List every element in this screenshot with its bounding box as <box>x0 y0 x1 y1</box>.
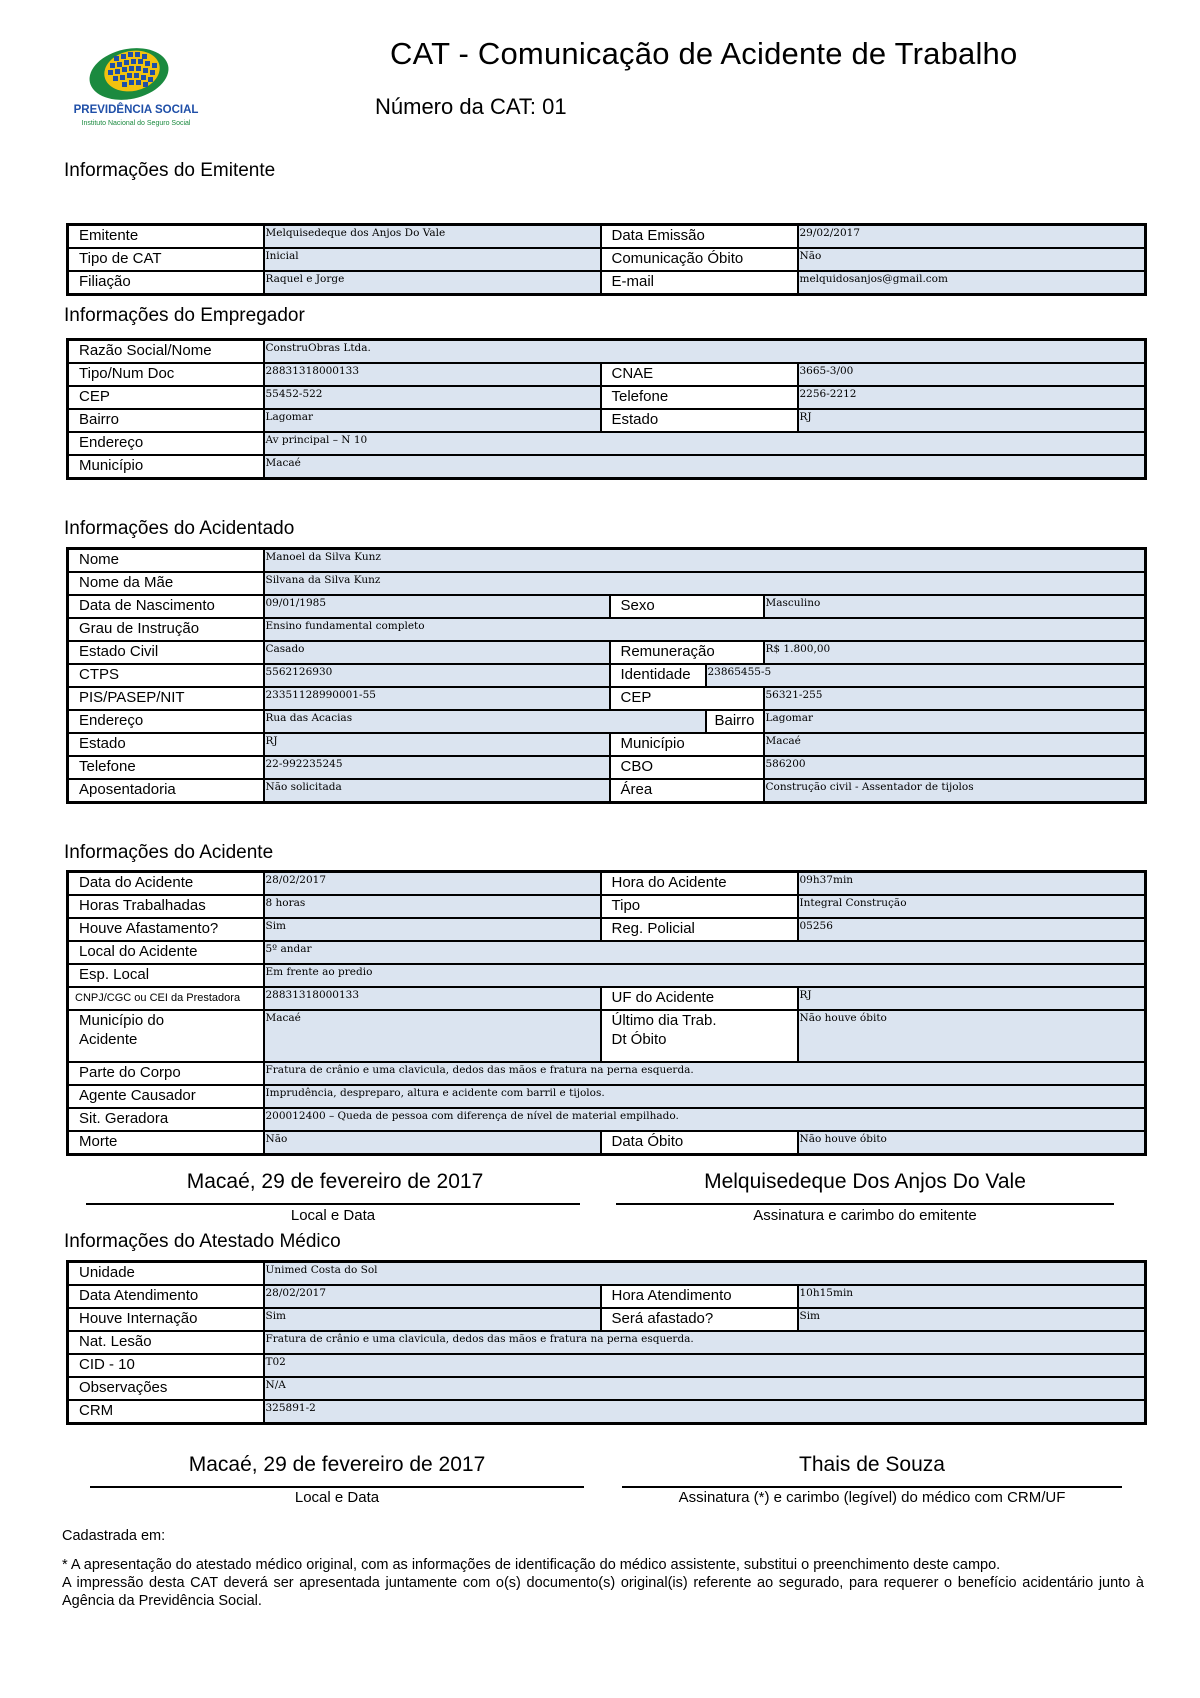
section-acidentado-title: Informações do Acidentado <box>64 518 295 539</box>
table-row: Sit. Geradora 200012400 – Queda de pessoa com diferença de nível de material empilhado. <box>68 1108 1146 1131</box>
local-data-emitente: Macaé, 29 de fevereiro de 2017 <box>186 1170 484 1193</box>
table-row: Houve Afastamento? Sim Reg. Policial 05256 <box>68 918 1146 941</box>
emitente-table <box>66 223 1147 296</box>
emitente-signature-label: Assinatura e carimbo do emitente <box>753 1207 977 1224</box>
table-row: Endereço Av principal – N 10 <box>68 432 1146 455</box>
table-row: Local do Acidente 5º andar <box>68 941 1146 964</box>
table-row: Esp. Local Em frente ao predio <box>68 964 1146 987</box>
table-row: Nome Manoel da Silva Kunz <box>68 549 1146 573</box>
atestado-table <box>66 1260 1147 1425</box>
table-row: Aposentadoria Não solicitada Área Construção civil - Assentador de tijolos <box>68 779 1146 803</box>
table-row: Endereço Rua das Acacias Bairro Lagomar <box>68 710 1146 733</box>
medico-name: Thais de Souza <box>799 1453 945 1476</box>
local-data-label: Local e Data <box>290 1207 376 1224</box>
table-row: Emitente Melquisedeque dos Anjos Do Vale Data Emissão 29/02/2017 <box>68 225 1146 249</box>
section-acidente-title: Informações do Acidente <box>64 842 274 863</box>
table-row: Tipo de CAT Inicial Comunicação Óbito Não <box>68 248 1146 271</box>
signature-line <box>616 1203 1114 1205</box>
signature-line <box>622 1486 1122 1488</box>
table-row: Estado Civil Casado Remuneração R$ 1.800,00 <box>68 641 1146 664</box>
table-row: Tipo/Num Doc 28831318000133 CNAE 3665-3/00 <box>68 363 1146 386</box>
signature-line <box>90 1486 584 1488</box>
table-row: Nat. Lesão Fratura de crânio e uma clavicula, dedos das mãos e fratura na perna esquerda. <box>68 1331 1146 1354</box>
section-atestado-title: Informações do Atestado Médico <box>64 1231 341 1252</box>
local-data-label: Local e Data <box>294 1489 380 1506</box>
table-row: Horas Trabalhadas 8 horas Tipo Integral Construção <box>68 895 1146 918</box>
table-row: Telefone 22-992235245 CBO 586200 <box>68 756 1146 779</box>
table-row: Houve Internação Sim Será afastado? Sim <box>68 1308 1146 1331</box>
table-row: Data do Acidente 28/02/2017 Hora do Acidente 09h37min <box>68 872 1146 896</box>
table-row: Unidade Unimed Costa do Sol <box>68 1262 1146 1286</box>
previdencia-social-logo <box>66 44 206 134</box>
table-row: Razão Social/Nome ConstruObras Ltda. <box>68 340 1146 364</box>
signature-line <box>86 1203 580 1205</box>
medico-signature-label: Assinatura (*) e carimbo (legível) do médico com CRM/UF <box>678 1489 1066 1506</box>
footnote-aviso: A impressão desta CAT deverá ser apresentada juntamente com o(s) documento(s) original(is) referente ao segurado, para requerer o benefício acidentário junto à Agência da Previdência Social. <box>62 1575 1144 1609</box>
table-row: Filiação Raquel e Jorge E-mail melquidosanjos@gmail.com <box>68 271 1146 295</box>
table-row: CID - 10 T02 <box>68 1354 1146 1377</box>
table-row: Nome da Mãe Silvana da Silva Kunz <box>68 572 1146 595</box>
table-row: Parte do Corpo Fratura de crânio e uma clavicula, dedos das mãos e fratura na perna esquerda. <box>68 1062 1146 1085</box>
section-emitente-title: Informações do Emitente <box>64 160 276 181</box>
local-data-medico: Macaé, 29 de fevereiro de 2017 <box>188 1453 486 1476</box>
table-row: Bairro Lagomar Estado RJ <box>68 409 1146 432</box>
table-row: PIS/PASEP/NIT 23351128990001-55 CEP 56321-255 <box>68 687 1146 710</box>
empregador-table <box>66 338 1147 480</box>
table-row: Morte Não Data Óbito Não houve óbito <box>68 1131 1146 1155</box>
section-empregador-title: Informações do Empregador <box>64 305 305 326</box>
footnote-atestado: * A apresentação do atestado médico original, com as informações de identificação do médico assistente, substitui o preenchimento deste campo. <box>62 1557 1001 1573</box>
svg-text:Instituto Nacional do Seguro S: Instituto Nacional do Seguro Social <box>81 120 191 127</box>
page-title: CAT - Comunicação de Acidente de Trabalho <box>390 36 1018 71</box>
table-row: Grau de Instrução Ensino fundamental completo <box>68 618 1146 641</box>
cat-number: Número da CAT: 01 <box>375 94 567 119</box>
table-row: Município Macaé <box>68 455 1146 479</box>
table-row: Data de Nascimento 09/01/1985 Sexo Masculino <box>68 595 1146 618</box>
acidente-table <box>66 870 1147 1156</box>
svg-text:PREVIDÊNCIA SOCIAL: PREVIDÊNCIA SOCIAL <box>73 104 199 116</box>
emitente-name: Melquisedeque Dos Anjos Do Vale <box>704 1170 1026 1193</box>
table-row: Data Atendimento 28/02/2017 Hora Atendimento 10h15min <box>68 1285 1146 1308</box>
table-row: CRM 325891-2 <box>68 1400 1146 1424</box>
cadastrada-em: Cadastrada em: <box>62 1528 166 1544</box>
table-row: Estado RJ Município Macaé <box>68 733 1146 756</box>
table-row: CEP 55452-522 Telefone 2256-2212 <box>68 386 1146 409</box>
table-row: CNPJ/CGC ou CEI da Prestadora 28831318000133 UF do Acidente RJ <box>68 987 1146 1010</box>
table-row: CTPS 5562126930 Identidade 23865455-5 <box>68 664 1146 687</box>
table-row: Município do Acidente Macaé Último dia Trab. Dt Óbito Não houve óbito <box>68 1010 1146 1062</box>
table-row: Agente Causador Imprudência, despreparo, altura e acidente com barril e tijolos. <box>68 1085 1146 1108</box>
table-row: Observações N/A <box>68 1377 1146 1400</box>
acidentado-table <box>66 547 1147 804</box>
